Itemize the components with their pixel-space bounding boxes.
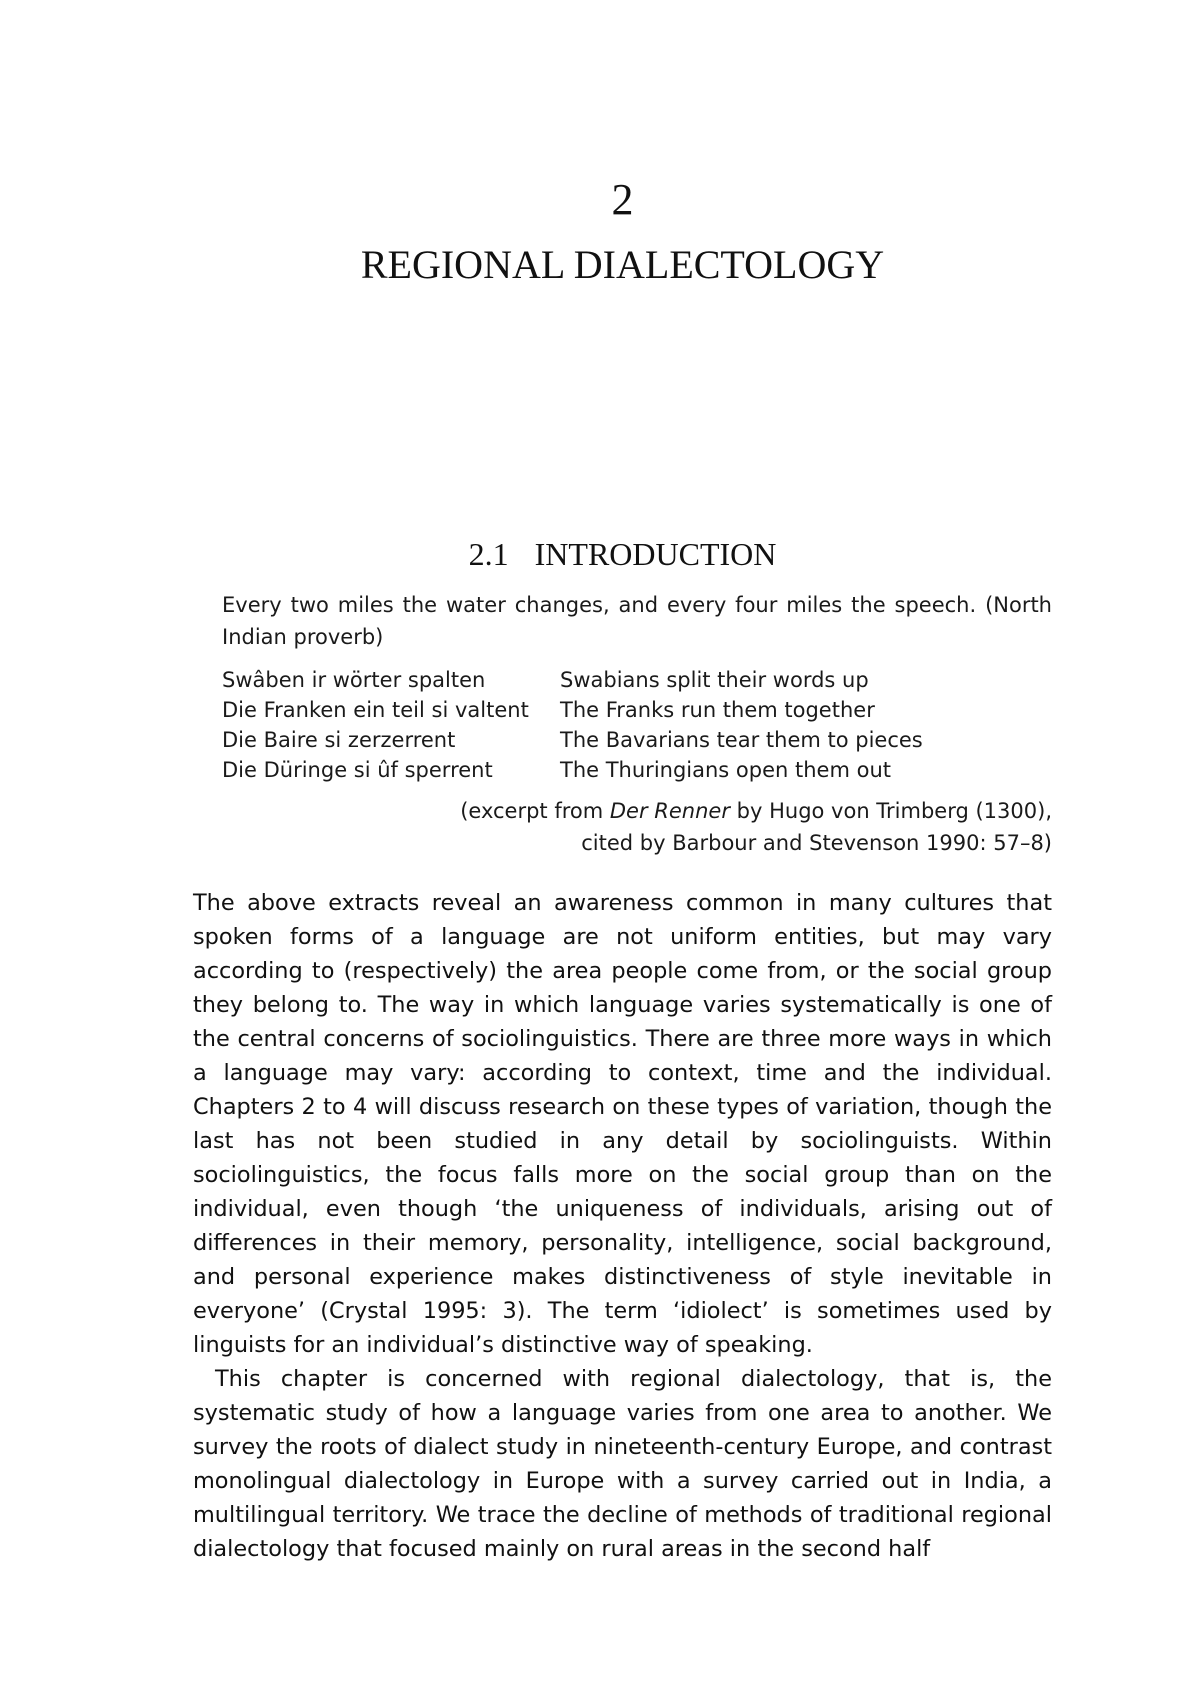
verse-line: [222, 695, 923, 725]
section-heading: [0, 537, 1200, 572]
verse-line: [222, 665, 923, 695]
verse-english: The Franks run them together: [560, 698, 875, 722]
verse-german: Die Baire si zerzerrent: [222, 728, 456, 752]
body-text: [193, 886, 1052, 1566]
citation-work-title: Der Renner: [609, 799, 730, 823]
section-number: 2.1: [468, 536, 509, 572]
citation-prefix: (excerpt from: [460, 799, 610, 823]
citation-line-1: [222, 795, 1052, 827]
verse-english: The Thuringians open them out: [560, 758, 891, 782]
verse-english: Swabians split their words up: [560, 668, 869, 692]
epigraph-citation: [222, 795, 1052, 859]
chapter-title: REGIONAL DIALECTOLOGY: [360, 242, 885, 287]
chapter-number: 2: [611, 175, 634, 224]
verse-german: Die Franken ein teil si valtent: [222, 698, 529, 722]
epigraph-proverb: Every two miles the water changes, and every four miles the speech. (North Indian proverb): [222, 593, 1052, 649]
epigraph: [222, 589, 1052, 859]
verse-german: Die Düringe si ûf sperrent: [222, 758, 493, 782]
verse-german: Swâben ir wörter spalten: [222, 668, 486, 692]
paragraph-1: The above extracts reveal an awareness common in many cultures that spoken forms of a language are not uniform entities, but may vary according to (respectively) the area people come from, or the social group they belong to. The way in which language varies systematically is one of the central concerns of sociolinguistics. There are three more ways in which a language may vary: according to context, time and the individual. Chapters 2 to 4 will discuss research on these types of variation, though the last has not been studied in any detail by sociolinguists. Within sociolinguistics, the focus falls more on the social group than on the individual, even though ‘the uniqueness of individuals, arising out of differences in their memory, personality, intelligence, social background, and personal experience makes distinctiveness of style inevitable in everyone’ (Crystal 1995: 3). The term ‘idiolect’ is sometimes used by linguists for an individual’s distinctive way of speaking.: [193, 890, 1052, 1358]
paragraph-2: This chapter is concerned with regional dialectology, that is, the systematic study of how a language varies from one area to another. We survey the roots of dialect study in nineteenth-century Europe, and contrast monolingual dialectology in Europe with a survey carried out in India, a multilingual territory. We trace the decline of methods of traditional regional dialectology that focused mainly on rural areas in the second half: [193, 1366, 1052, 1562]
verse-line: [222, 725, 923, 755]
citation-suffix: by Hugo von Trimberg (1300),: [729, 799, 1052, 823]
section-title: INTRODUCTION: [534, 536, 777, 572]
verse-table: [222, 665, 923, 785]
verse-line: [222, 755, 923, 785]
verse-english: The Bavarians tear them to pieces: [560, 728, 923, 752]
citation-line-2: cited by Barbour and Stevenson 1990: 57–8): [581, 831, 1052, 855]
